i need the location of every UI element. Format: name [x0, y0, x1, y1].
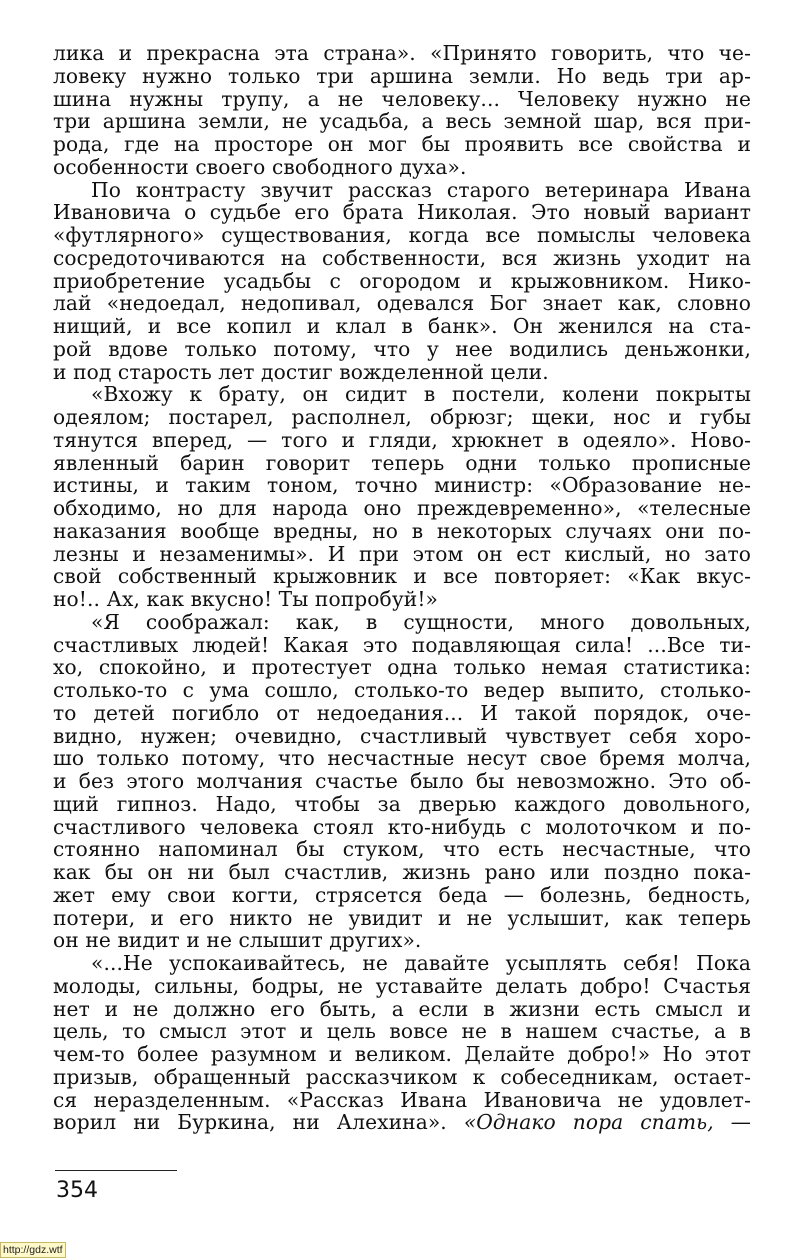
text-line: сосредоточиваются на собственности, вся жизнь уходит на — [53, 245, 751, 270]
text-line: но!.. Ах, как вкусно! Ты попробуй!» — [53, 587, 439, 611]
text-line: то детей погибло от недоедания... И такой порядок, оче- — [53, 700, 751, 725]
page-body — [53, 42, 751, 1134]
text-line: лика и прекрасна эта страна». «Принято говорить, что че- — [53, 41, 751, 65]
text-line: лезны и незаменимы». И при этом он ест кислый, но зато — [53, 541, 751, 566]
italic-quote: «Однако пора спать, — — [463, 1110, 751, 1135]
text-line: счастливых людей! Какая это подавляющая сила! ...Все ти- — [53, 632, 751, 657]
text-line: цель, то смысл этот и цель вовсе не в нашем счастье, а в — [53, 1019, 751, 1044]
text-line: шина нужны трупу, а не человеку... Человеку нужно не — [53, 86, 751, 111]
text-line: тянутся вперед, — того и гляди, хрюкнет в одеяло». Ново- — [53, 427, 751, 452]
text-line: молоды, сильны, бодры, не уставайте делать добро! Счастья — [53, 973, 751, 998]
text-line: наказания вообще вредны, но в некоторых случаях они по- — [53, 518, 751, 543]
text-line: видно, нужен; очевидно, счастливый чувствует себя хоро- — [53, 723, 751, 748]
text-line: потери, и его никто не увидит и не услышит, как теперь — [53, 905, 751, 930]
text-line: «...Не успокаивайтесь, не давайте усыплять себя! Пока — [91, 951, 751, 975]
text-line: рода, где на просторе он мог бы проявить все свойства и — [53, 132, 751, 156]
text-line: одеялом; постарел, располнел, обрюзг; щеки, нос и губы — [53, 405, 751, 429]
text-line: явленный барин говорит теперь одни только прописные — [53, 450, 751, 475]
text-line: По контрасту звучит рассказ старого ветеринара Ивана — [91, 177, 751, 202]
text-line: «Вхожу к брату, он сидит в постели, колени покрыты — [91, 382, 751, 407]
text-line: «футлярного» существования, когда все помыслы человека — [53, 223, 751, 247]
text-line: лай «недоедал, недопивал, одевался Бог знает как, словно — [53, 291, 751, 316]
text-line: Ивановича о судьбе его брата Николая. Это новый вариант — [53, 200, 751, 225]
text-line: призыв, обращенный рассказчиком к собеседникам, остает- — [53, 1064, 751, 1089]
text-line: жет ему свои когти, стрясется беда — болезнь, бедность, — [53, 882, 751, 907]
text-line: нищий, и все копил и клал в банк». Он женился на ста- — [53, 314, 751, 338]
text-line: хо, спокойно, и протестует одна только немая статистика: — [53, 655, 751, 680]
text-line: чем-то более разумном и великом. Делайте добро!» Но этот — [53, 1042, 751, 1066]
text-line: свой собственный крыжовник и все повторяет: «Как вкус- — [53, 564, 751, 589]
text-line: особенности своего свободного духа». — [53, 154, 467, 179]
text-line: и под старость лет достиг вожделенной цели. — [53, 359, 549, 384]
text-line: приобретение усадьбы с огородом и крыжовником. Нико- — [53, 268, 751, 293]
text-line: ся неразделенным. «Рассказ Ивана Ивановича не удовлет- — [53, 1087, 751, 1112]
text-line: ворил ни Буркина, ни Алехина». «Однако пора спать, — — [53, 1110, 751, 1135]
text-line: нет и не должно его быть, а если в жизни есть смысл и — [53, 996, 751, 1021]
text-line: ловеку нужно только три аршина земли. Но ведь три ар- — [53, 63, 751, 88]
text-line: истины, и таким тоном, точно министр: «Образование не- — [53, 473, 751, 498]
text-line: рой вдове только потому, что у нее водились деньжонки, — [53, 336, 751, 361]
text-line: шо только потому, что несчастные несут свое бремя молча, — [53, 746, 751, 771]
text-line: щий гипноз. Надо, чтобы за дверью каждого довольного, — [53, 791, 751, 816]
text-line: и без этого молчания счастье было бы невозможно. Это об- — [53, 769, 751, 793]
text-line: как бы он ни был счастлив, жизнь рано или поздно пока- — [53, 860, 751, 884]
text-line: стоянно напоминал бы стуком, что есть несчастные, что — [53, 837, 751, 862]
text-line: три аршина земли, не усадьба, а весь земной шар, вся при- — [53, 109, 751, 134]
text-line: столько-то с ума сошло, столько-то ведер выпито, столько- — [53, 678, 751, 702]
text-line: обходимо, но для народа оно преждевременно», «телесные — [53, 496, 751, 520]
footnote-rule — [55, 1170, 177, 1171]
page-number: 354 — [56, 1178, 98, 1203]
text-line: счастливого человека стоял кто-нибудь с молоточком и по- — [53, 814, 751, 839]
text-line: он не видит и не слышит других». — [53, 928, 422, 953]
text-line: «Я соображал: как, в сущности, много довольных, — [91, 609, 751, 634]
source-watermark[interactable]: http://gdz.wtf — [0, 1242, 66, 1258]
